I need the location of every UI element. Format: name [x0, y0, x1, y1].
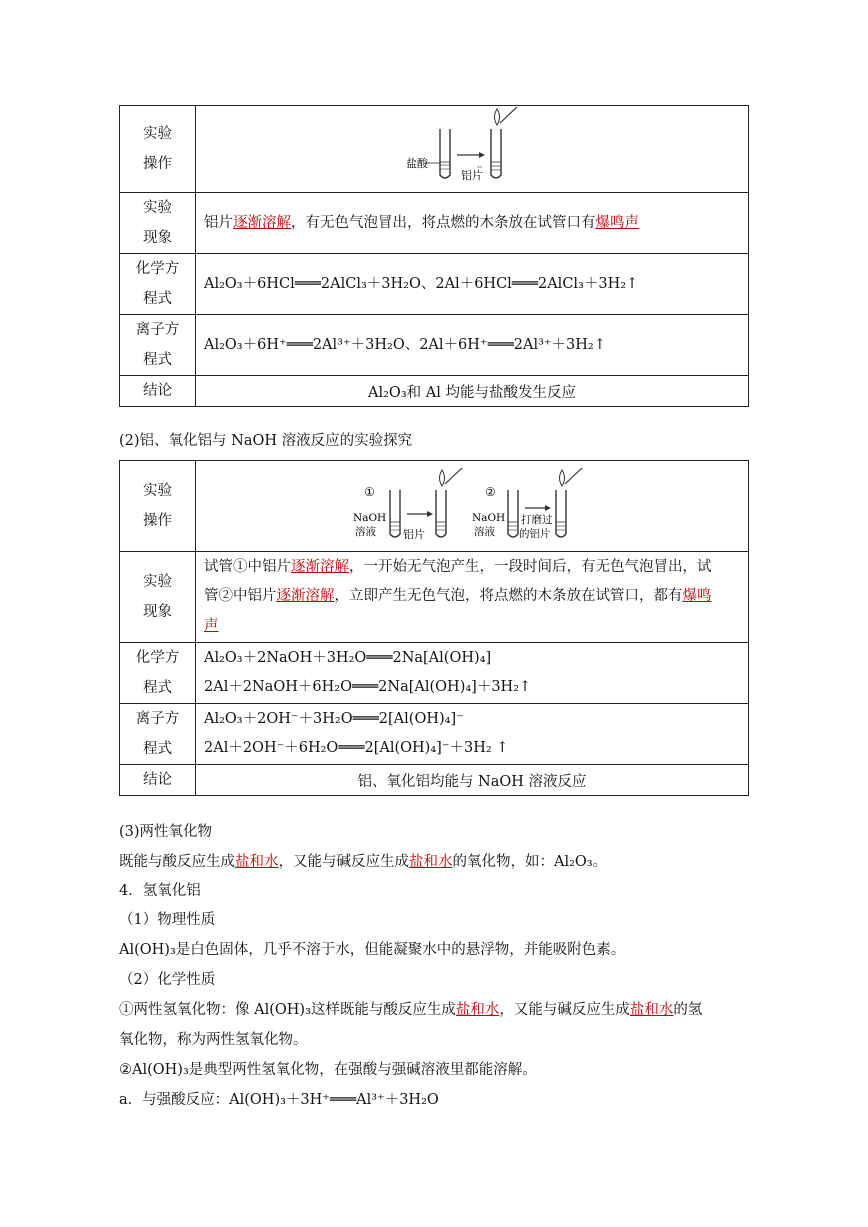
row-label: 离子方 程式	[120, 704, 196, 765]
table-row	[120, 376, 749, 407]
table-row	[120, 643, 749, 704]
test-tube-diagram	[407, 107, 537, 187]
svg-text:铝片: 铝片	[403, 528, 425, 541]
section-heading: 4．氢氧化铝	[119, 883, 201, 899]
splint-icon	[445, 468, 462, 484]
chemical-equation: Al₂O₃＋6HCl═══2AlCl₃＋3H₂O、2Al＋6HCl═══2AlCl₃＋3H₂↑	[196, 254, 749, 315]
svg-text:的铝片: 的铝片	[519, 528, 551, 540]
row-label: 实验 操作	[120, 461, 196, 552]
ionic-equation: Al₂O₃＋6H⁺═══2Al³⁺＋3H₂O、2Al＋6H⁺═══2Al³⁺＋3H₂↑	[196, 315, 749, 376]
naoh-experiment-table	[119, 460, 749, 796]
flame-icon	[495, 109, 500, 125]
row-label: 离子方 程式	[120, 315, 196, 376]
row-label: 结论	[120, 376, 196, 407]
answer-blank: 爆鸣	[682, 588, 712, 605]
table-row	[120, 106, 749, 193]
answer-blank: 逐渐溶解	[291, 558, 349, 575]
table-row	[120, 765, 749, 796]
amphoteric-hydroxide-definition-cont: 氧化物，称为两性氢氧化物。	[119, 1032, 308, 1048]
acid-reaction-equation: a．与强酸反应：Al(OH)₃＋3H⁺═══Al³⁺＋3H₂O	[119, 1092, 439, 1108]
row-label: 化学方 程式	[120, 643, 196, 704]
section-heading: (2)铝、氧化铝与 NaOH 溶液反应的实验探究	[119, 433, 413, 449]
flame-icon	[560, 470, 565, 486]
table-row	[120, 193, 749, 254]
splint-icon	[565, 468, 582, 484]
answer-blank: 盐和水	[629, 1002, 674, 1018]
typical-amphoteric-text: ②Al(OH)₃是典型两性氢氧化物，在强酸与强碱溶液里都能溶解。	[119, 1062, 537, 1078]
answer-blank: 盐和水	[409, 854, 453, 870]
answer-blank: 盐和水	[455, 1002, 500, 1018]
splint-icon	[500, 107, 517, 123]
svg-text:②: ②	[485, 485, 496, 499]
table-row	[120, 315, 749, 376]
answer-blank: 声	[204, 617, 219, 634]
table-row	[120, 461, 749, 552]
chemical-equations: Al₂O₃＋2NaOH＋3H₂O═══2Na[Al(OH)₄] 2Al＋2NaOH＋6H₂O═══2Na[Al(OH)₄]＋3H₂↑	[196, 643, 749, 704]
conclusion: 铝、氧化铝均能与 NaOH 溶液反应	[196, 765, 749, 796]
hcl-experiment-table	[119, 105, 749, 407]
phenomenon-cell: 铝片逐渐溶解，有无色气泡冒出，将点燃的木条放在试管口有爆鸣声	[196, 193, 749, 254]
test-tube-icon	[491, 129, 501, 178]
row-label: 结论	[120, 765, 196, 796]
conclusion: Al₂O₃和 Al 均能与盐酸发生反应	[196, 376, 749, 407]
amphoteric-oxide-definition: 既能与酸反应生成盐和水，又能与碱反应生成盐和水的氧化物，如：Al₂O₃。	[119, 854, 608, 870]
svg-text:NaOH: NaOH	[472, 512, 506, 524]
test-tube-diagram	[352, 462, 592, 546]
table-row	[120, 254, 749, 315]
table-row	[120, 552, 749, 643]
svg-text:溶液: 溶液	[355, 526, 376, 538]
answer-blank: 逐渐溶解	[276, 588, 335, 605]
subsection-heading: （1）物理性质	[119, 912, 216, 928]
physical-properties-text: Al(OH)₃是白色固体，几乎不溶于水，但能凝聚水中的悬浮物，并能吸附色素。	[119, 942, 626, 958]
hcl-label: 盐酸	[407, 157, 428, 170]
row-label: 实验 操作	[120, 106, 196, 193]
amphoteric-hydroxide-definition: ①两性氢氧化物：像 Al(OH)₃这样既能与酸反应生成盐和水，又能与碱反应生成盐和水的氢	[119, 1002, 703, 1018]
svg-text:溶液: 溶液	[474, 526, 495, 538]
answer-blank: 盐和水	[235, 854, 279, 870]
row-label: 化学方 程式	[120, 254, 196, 315]
naoh-apparatus-diagram	[196, 461, 749, 552]
row-label: 实验 现象	[120, 552, 196, 643]
ionic-equations: Al₂O₃＋2OH⁻＋3H₂O═══2[Al(OH)₄]⁻ 2Al＋2OH⁻＋6H₂O═══2[Al(OH)₄]⁻＋3H₂ ↑	[196, 704, 749, 765]
flame-icon	[440, 470, 445, 486]
answer-blank: 逐渐溶解	[233, 214, 291, 231]
row-label: 实验 现象	[120, 193, 196, 254]
svg-text:打磨过: 打磨过	[521, 514, 553, 526]
table-row	[120, 704, 749, 765]
section-heading: (3)两性氧化物	[119, 824, 213, 840]
answer-blank: 爆鸣声	[595, 214, 639, 231]
svg-text:NaOH: NaOH	[353, 512, 387, 524]
svg-text:①: ①	[364, 485, 375, 499]
hcl-apparatus-diagram	[196, 106, 749, 193]
aluminum-label: 铝片	[461, 169, 483, 182]
subsection-heading: （2）化学性质	[119, 972, 216, 988]
test-tube-icon	[440, 129, 450, 178]
phenomenon-cell: 试管①中铝片逐渐溶解，一开始无气泡产生，一段时间后，有无色气泡冒出，试 管②中铝片逐渐溶解，立即产生无色气泡，将点燃的木条放在试管口，都有爆鸣 声	[196, 552, 749, 643]
